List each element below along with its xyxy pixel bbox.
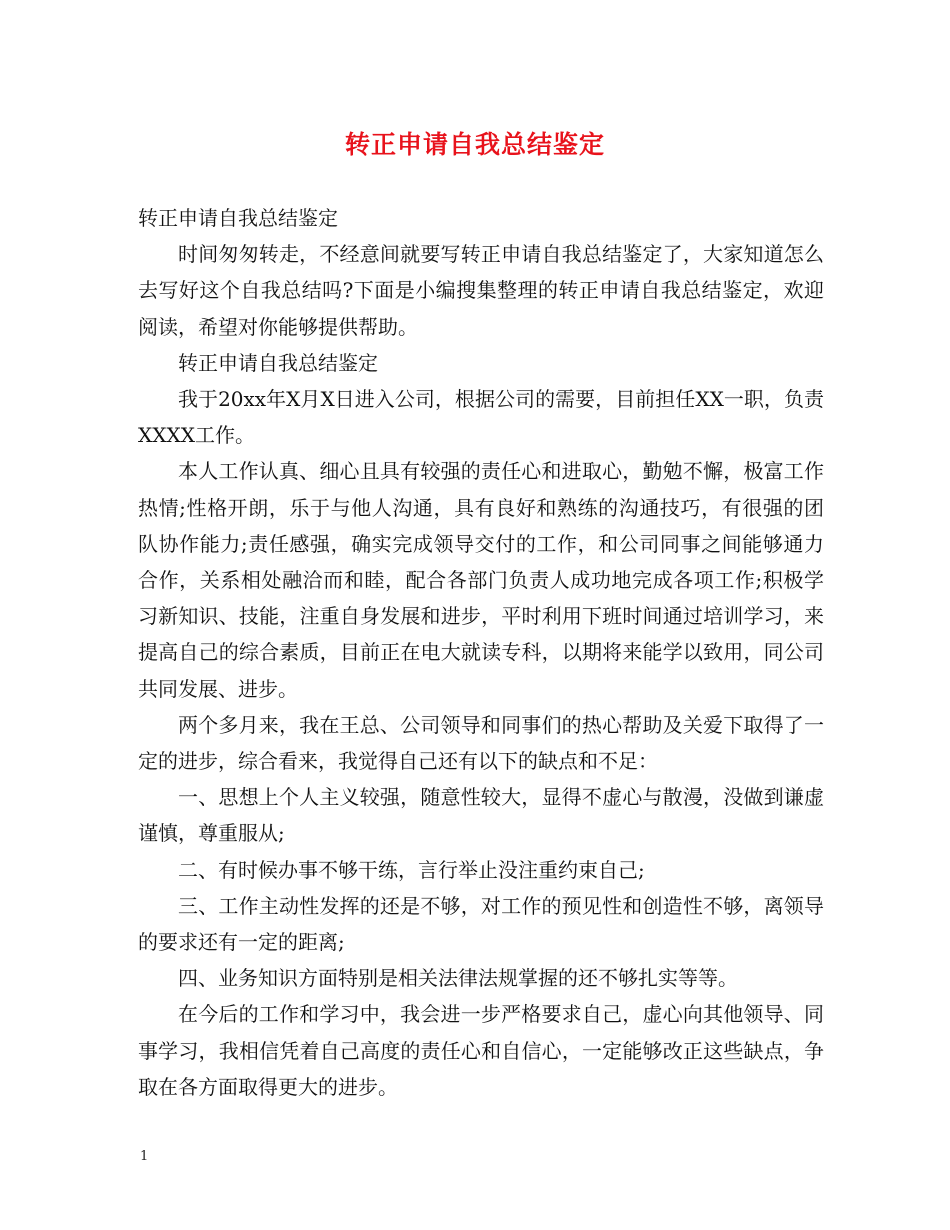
document-title: 转正申请自我总结鉴定 — [344, 130, 605, 159]
paragraph-self-evaluation: 本人工作认真、细心且具有较强的责任心和进取心，勤勉不懈，极富工作热情;性格开朗，乐于与他人沟通，具有良好和熟练的沟通技巧，有很强的团队协作能力;责任感强，确实完成领导交付的工作，和公司同事之间能够通力合作，关系相处融洽而和睦，配合各部门负责人成功地完成各项工作;积极学习新知识、技能，注重自身发展和进步，平时利用下班时间通过培训学习，来提高自己的综合素质，目前正在电大就读专科，以期将来能学以致用，同公司共同发展、进步。 — [138, 459, 824, 701]
paragraph-conclusion: 在今后的工作和学习中，我会进一步严格要求自己，虚心向其他领导、同事学习，我相信凭着自己高度的责任心和自信心，一定能够改正这些缺点，争取在各方面取得更大的进步。 — [138, 1002, 824, 1099]
document-body — [138, 200, 824, 1105]
paragraph-shortcoming-2: 二、有时候办事不够干练，言行举止没注重约束自己; — [178, 857, 645, 882]
paragraph-intro: 时间匆匆转走，不经意间就要写转正申请自我总结鉴定了，大家知道怎么去写好这个自我总结吗?下面是小编搜集整理的转正申请自我总结鉴定，欢迎阅读，希望对你能够提供帮助。 — [138, 242, 824, 339]
paragraph-shortcoming-1: 一、思想上个人主义较强，随意性较大，显得不虚心与散漫，没做到谦虚谨慎，尊重服从; — [138, 785, 824, 846]
paragraph-shortcoming-4: 四、业务知识方面特别是相关法律法规掌握的还不够扎实等等。 — [178, 966, 738, 991]
page-number: 1 — [140, 1149, 149, 1164]
paragraph-section-heading: 转正申请自我总结鉴定 — [178, 350, 378, 375]
paragraph-entry-info: 我于20xx年X月X日进入公司，根据公司的需要，目前担任XX一职，负责XXXX工作。 — [138, 387, 824, 448]
paragraph-subtitle: 转正申请自我总结鉴定 — [138, 206, 338, 230]
paragraph-shortcomings-intro: 两个多月来，我在王总、公司领导和同事们的热心帮助及关爱下取得了一定的进步，综合看来，我觉得自己还有以下的缺点和不足： — [138, 712, 824, 774]
paragraph-shortcoming-3: 三、工作主动性发挥的还是不够，对工作的预见性和创造性不够，离领导的要求还有一定的距离; — [138, 893, 824, 955]
